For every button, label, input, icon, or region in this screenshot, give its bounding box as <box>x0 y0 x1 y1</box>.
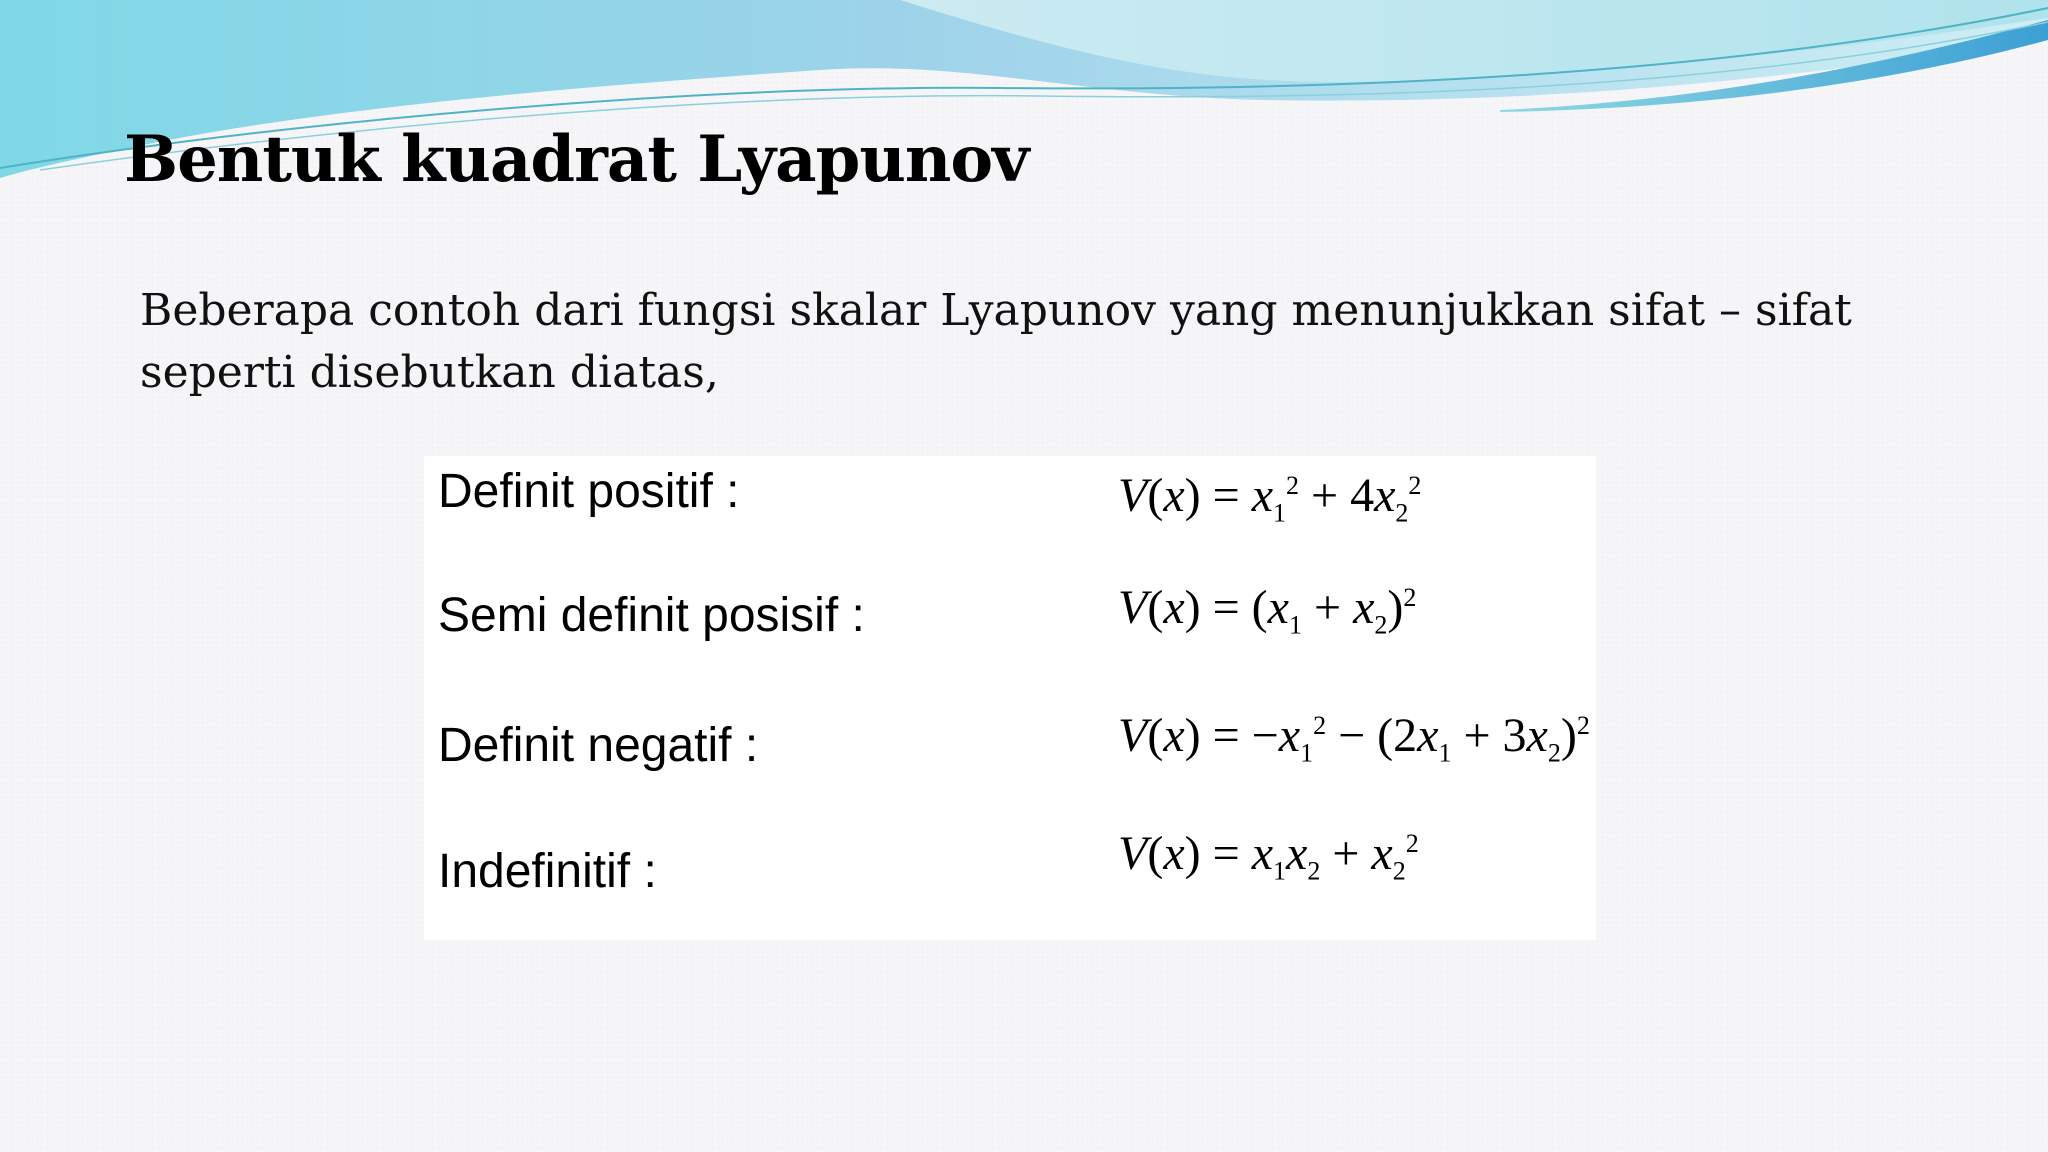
example-formula: $V(x) = x_1^2 + 4x_2^2$ <box>1118 469 1422 528</box>
example-row-semi-definite-positive <box>424 580 1596 680</box>
example-formula: $V(x) = -x_1^2 - (2x_1 + 3x_2)^2$ <box>1118 709 1590 768</box>
example-formula: $V(x) = (x_1 + x_2)^2$ <box>1118 581 1417 640</box>
intro-line-1: Beberapa contoh dari fungsi skalar Lyapunov yang menunjukkan sifat – sifat <box>140 285 1852 336</box>
example-label: Definit positif : <box>438 465 740 518</box>
examples-panel <box>424 456 1596 940</box>
intro-paragraph <box>140 280 1940 404</box>
example-label: Indefinitif : <box>438 845 657 898</box>
example-formula: $V(x) = x_1x_2 + x_2^2$ <box>1118 827 1419 886</box>
intro-line-2: seperti disebutkan diatas, <box>140 347 719 398</box>
slide-title: Bentuk kuadrat Lyapunov <box>124 122 1029 197</box>
example-label: Definit negatif : <box>438 719 759 772</box>
example-row-indefinite <box>424 826 1596 926</box>
example-row-definite-positive <box>424 456 1596 556</box>
example-label: Semi definit posisif : <box>438 589 865 642</box>
example-row-definite-negative <box>424 708 1596 808</box>
